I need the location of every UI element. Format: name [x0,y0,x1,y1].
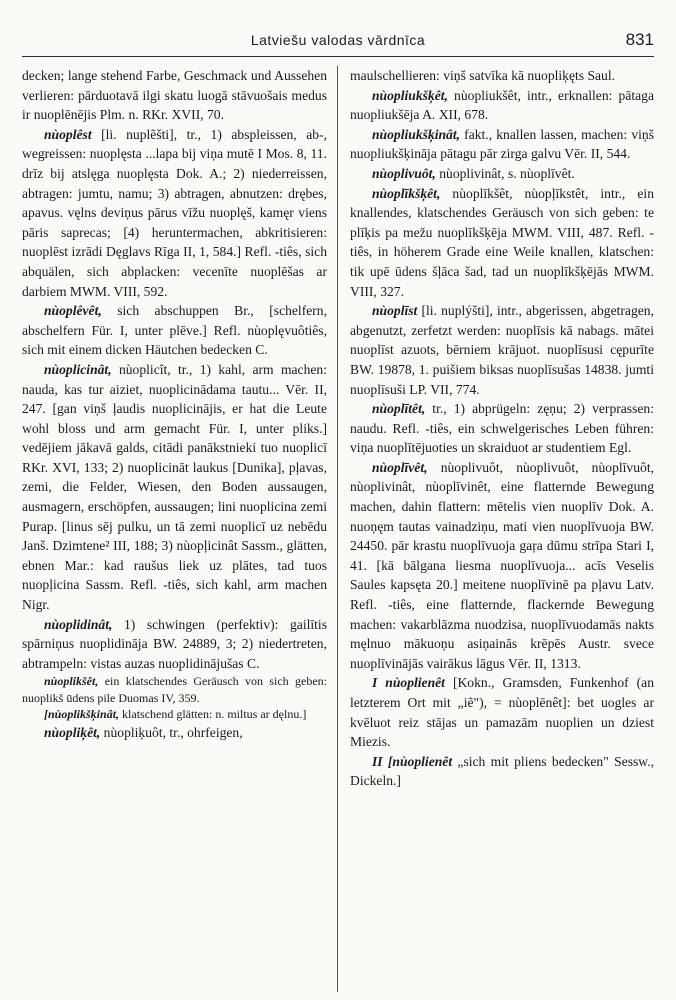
entry-text: ein klatschendes Geräusch von sich geben: nuoplikš ūdens pile Duomas IV, 359. [22,674,327,705]
entry-headword: nùoplêst [44,126,92,142]
dictionary-entry [350,86,654,125]
right-column [338,66,654,992]
entry-text: nùopliķuôt, tr., ohrfeigen, [100,724,243,740]
entry-text: nùoplīkšêt, nùopļīkstêt, intr., ein knallendes, klatschendes Geräusch von sich geben: te plīķis pa mežu nuoplīkšķēja MWM. VIII, 487. Refl. -tiês, in höherem Grade eine Weile knallen, klatschen: tik upē ūdens šļāca šad, tad un nuoplīkšķējās MWM. VIII, 327. [350,185,654,299]
entry-headword: nùoplikšêt, [44,674,99,689]
left-column [22,66,338,992]
dictionary-entry [22,301,327,360]
entry-headword: nùoplicinât, [44,361,112,377]
dictionary-entry [350,125,654,164]
dictionary-entry [22,706,327,723]
dictionary-entry [350,164,654,184]
entry-headword: II [nùoplienêt [372,753,453,769]
entry-text: [Kokn., Gramsden, Funkenhof (an letzterem Ort mit „iẽ"), = nùoplēnêt]: bet uogles ar kvēluot reiz stājas un pamazām nuoplien un dziest Miezis. [350,675,654,750]
entry-headword: [nùoplikšķinât, [44,707,120,722]
entry-headword: I nùoplienêt [372,675,445,691]
page-header [22,28,654,57]
dictionary-entry [350,184,654,302]
page-number: 831 [625,30,654,49]
entry-text: „sich mit pliens bedecken" Sessw., Dickeln.] [350,753,654,789]
entry-headword: nùoplīst [372,303,418,319]
entry-text: sich abschuppen Br., [schelfern, abschelfern Für. I, unter plēve.] Refl. nùoplęvuôtiês, sich mit einem dicken Häutchen bedecken C. [22,303,327,358]
entry-headword: nùoplivuôt, [372,165,436,181]
dictionary-entry [350,458,654,674]
entry-text: [li. nuplẽšti], tr., 1) abspleissen, ab-, wegreissen: nuoplęsta ...lapa bij viņa mutē I Mos. 8, 11. drīz bij atslęga nuoplęsta Dok. A.; 2) niederreissen, abtragen: jumtu, namu; 3) abtragen, abnutzen: drębes, apavus. vęlns deviņus pārus vīžu nuoplęš, kamęr viens pāris saprecas; [4) heruntermachen, abkritisieren: nuoplēst izrādi Dęglavs Rīga II, 1, 584.] Refl. -tiês, sich abquälen, sich abplacken: vecenīte nuoplēšas ar darbiem MWM. VIII, 592. [22,126,327,299]
entry-text: nùoplicît, tr., 1) kahl, arm machen: nauda, kas tur aiziet, nuoplicinādama tautu... Vēr. II, 247. [gan viņš ļaudis nuoplicinājis, er hat die Leute wohl bloss und arm gemacht Für. I, unter pliks.] vedējiem jākavā galds, citādi panākstnieki tuo nuoplicī RKr. XVI, 133; 2) nuoplicināt laukus [Dunika], pļavas, zemi, die Felder, Wiesen, den Boden aussaugen, ausmagern, erschöpfen, aussaugen; lini nuoplicina zemi Purap. [linus sēj pulku, un tā zemi nuoplicī uz nebēdu Janš. Dzimtene² III, 188; 3) nùopļicinât Sassm., glätten, ebnen Mar.: kad raušus liek uz plātes, tad tuos nuopļicina Sassm. Refl. -tiês, sich kahl, arm machen Nigr. [22,361,327,613]
entry-headword: nùopliķêt, [44,724,101,740]
entry-headword: nùopliukšķinât, [372,126,461,142]
dictionary-entry [22,125,327,301]
entry-headword: nùoplītêt, [372,401,426,417]
entry-text: klatschend glätten: n. miltus ar dęlnu.] [119,707,307,722]
entry-text: decken; lange stehend Farbe, Geschmack und Aussehen verlieren: pārduotavā ilgi skatu luogā stāvuošais medus ir nuoplēnējis Plm. n. RKr. XVII, 70. [22,68,327,123]
dictionary-entry [22,673,327,706]
entry-text: nùopliukšêt, intr., erknallen: pātaga nuopliukšēja A. XII, 678. [350,87,654,123]
dictionary-entry [350,673,654,751]
entry-headword: nùoplīkšķêt, [372,185,441,201]
running-title: Latviešu valodas vārdnīca [250,32,426,48]
dictionary-entry [22,723,327,743]
dictionary-entry [350,301,654,399]
dictionary-entry [350,399,654,458]
entry-headword: nùopliukšķêt, [372,87,448,103]
entry-headword: nùoplīvêt, [372,459,428,475]
entry-text: tr., 1) abprügeln: zęņu; 2) verprassen: naudu. Refl. -tiês, ein schwelgerisches Leben führen: viņa nuoplītējuoties un skraiduot ar studentiem Egl. [350,401,654,456]
entry-text: 1) schwingen (perfektiv): gailītis spārniņus nuoplidināja BW. 24889, 3; 2) niedertreten, abtrampeln: vistas auzas nuoplidinājušas C. [22,616,327,671]
entry-text: nùoplivuôt, nùoplivuôt, nùoplīvuôt, nùoplivinât, nùoplīvinêt, eine flatternde Bewegung machen, dahin flattern: mētelis vien nuoplīv Dok. A. nuoņęm tautas vainadziņu, mati vien nuoplīvuoja BW. 24450. pār krastu nuoplīvuoja gaŗa dūmu strīpa Stari I, 41. [kā bālgana liesma nuoplīvuoja... acīs Veselis Saules kapsęta 20.] meitene nuoplīvinē pa pļavu Latv. Refl. -tiês, eine flatternde, flackernde Bewegung machen: vakarblāzma nuodzisa, nuoplīvuodamās nakts męlnuo mākuoņu asiņainās krēpēs Austr. svece nuoplīvinājās vairākus lāgus Vēr. II, 1313. [350,459,654,671]
entry-headword: nùoplidinât, [44,616,113,632]
dictionary-entry [22,360,327,615]
dictionary-entry [22,615,327,674]
dictionary-entry [350,752,654,791]
entry-headword: nùoplêvêt, [44,303,102,319]
entry-continuation [350,66,654,86]
entry-continuation [22,66,327,125]
entry-text: [li. nuplýšti], intr., abgerissen, abgetragen, abgenutzt, zerfetzt werden: nuoplīsis kā nabags. mātei nuoplīst azuots, bērniem krājuot. nuoplīsusi cępurīte BW. 19878, 1. puišiem biksas nuoplīsušas 14838. jumti nuoplīsuši LP. VII, 774. [350,303,654,397]
entry-text: fakt., knallen lassen, machen: viņš nuopliukšķināja pātagu pār zirga galvu Vēr. II, 544. [350,126,654,162]
entry-text: nùoplivinât, s. nùoplīvêt. [435,165,575,181]
entry-text: maulschellieren: viņš satvīka kā nuopliķęts Saul. [350,68,616,83]
two-column-body [22,66,654,992]
